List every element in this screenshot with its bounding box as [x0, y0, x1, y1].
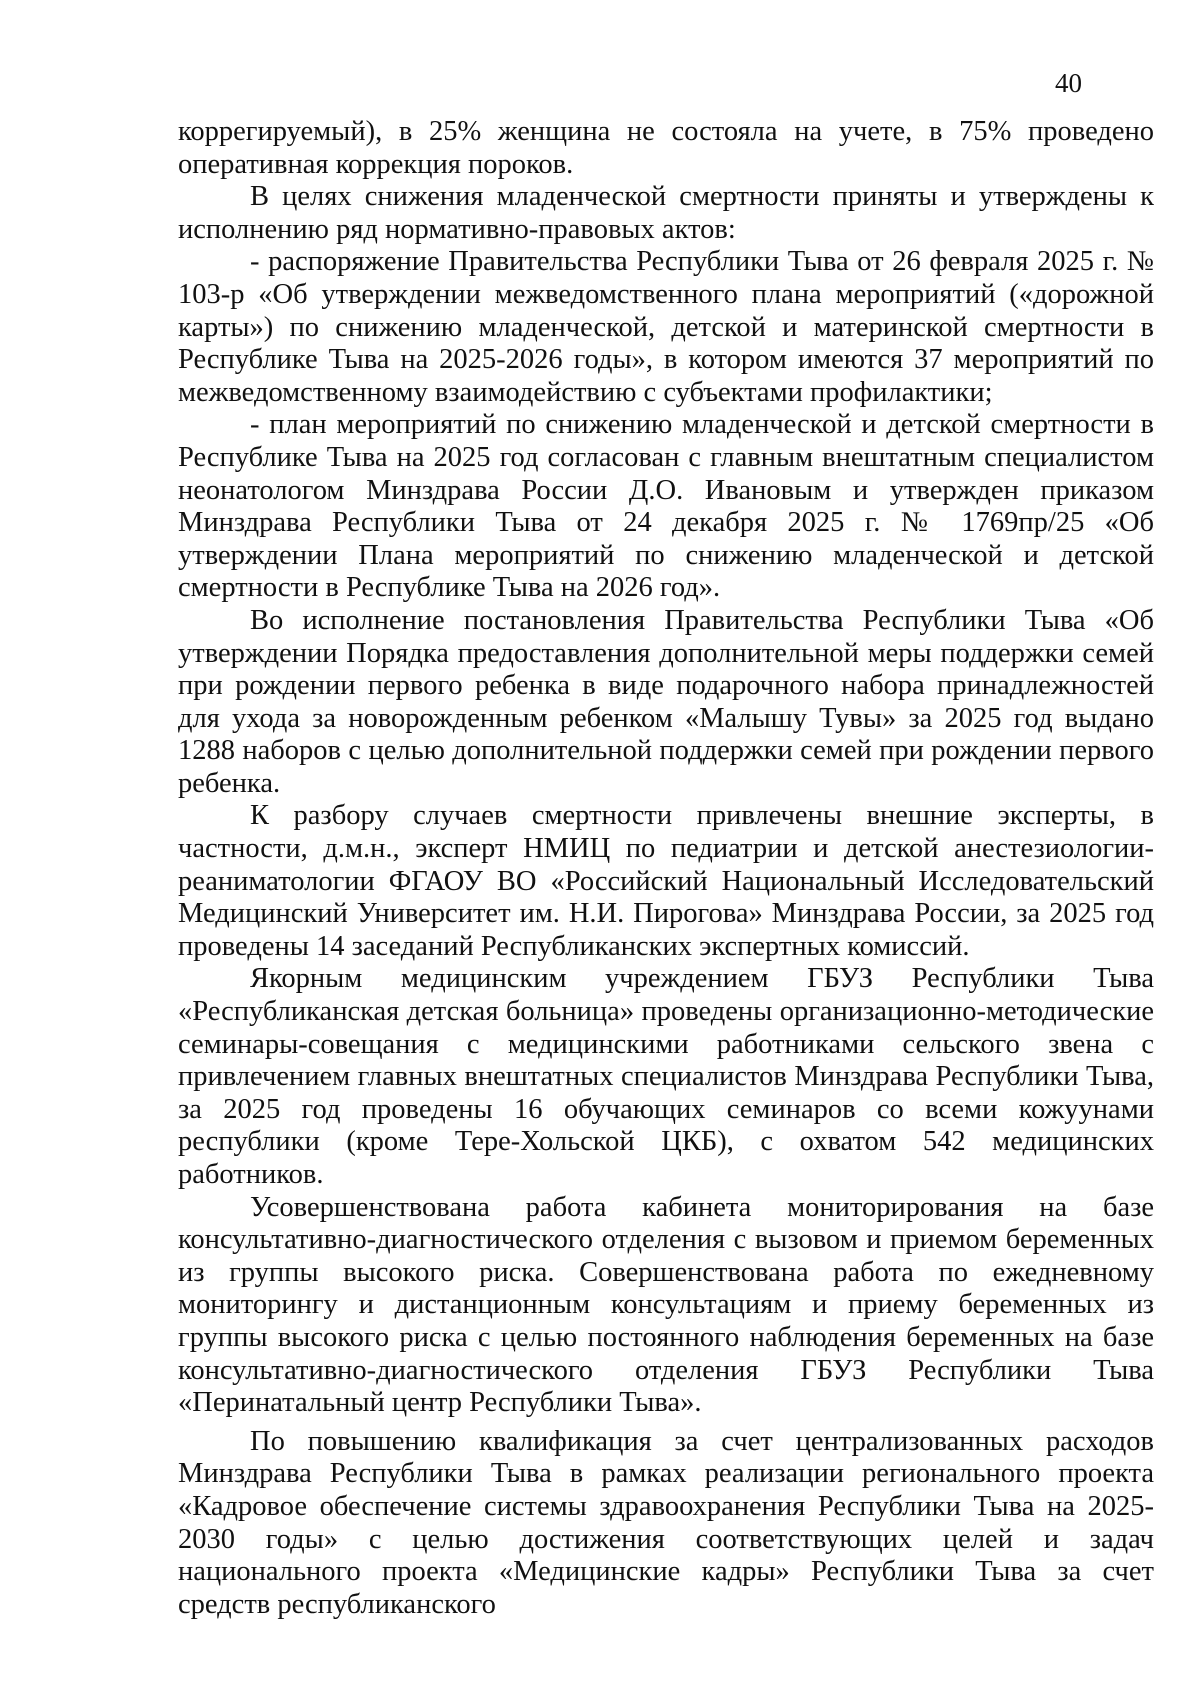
paragraph-action-plan: - план мероприятий по снижению младенческой и детской смертности в Республике Тыва на 2025 год согласован с главным внештатным специалистом неонатологом Минздрава России Д.О. Ивановым и утвержден приказом Минздрава Республики Тыва от 24 декабря 2025 г. № 1769пр/25 «Об утверждении Плана мероприятий по снижению младенческой и детской смертности в Республике Тыва на 2026 год».: [178, 409, 1154, 604]
paragraph-monitoring-office: Усовершенствована работа кабинета мониторирования на базе консультативно-диагностического отделения с вызовом и приемом беременных из группы высокого риска. Совершенствована работа по ежедневному мониторингу и дистанционным консультациям и приему беременных из группы высокого риска с целью постоянного наблюдения беременных на базе консультативно-диагностического отделения ГБУЗ Республики Тыва «Перинатальный центр Республики Тыва».: [178, 1191, 1154, 1419]
paragraph-qualification: По повышению квалификация за счет централизованных расходов Минздрава Республики Тыва в рамках реализации регионального проекта «Кадровое обеспечение системы здравоохранения Республики Тыва на 2025-2030 годы» с целью достижения соответствующих целей и задач национального проекта «Медицинские кадры» Республики Тыва за счет средств республиканского: [178, 1425, 1154, 1620]
paragraph-anchor-institution: Якорным медицинским учреждением ГБУЗ Республики Тыва «Республиканская детская больница» проведены организационно-методические семинары-совещания с медицинскими работниками сельского звена с привлечением главных внештатных специалистов Минздрава Республики Тыва, за 2025 год проведены 16 обучающих семинаров со всеми кожуунами республики (кроме Тере-Хольской ЦКБ), с охватом 542 медицинских работников.: [178, 963, 1154, 1190]
paragraph-government-order: - распоряжение Правительства Республики Тыва от 26 февраля 2025 г. № 103-р «Об утверждении межведомственного плана мероприятий («дорожной карты») по снижению младенческой, детской и материнской смертности в Республике Тыва на 2025-2026 годы», в котором имеются 37 мероприятий по межведомственному взаимодействию с субъектами профилактики;: [178, 246, 1154, 408]
page-number: 40: [1055, 68, 1082, 98]
paragraph-gift-set: Во исполнение постановления Правительства Республики Тыва «Об утверждении Порядка предоставления дополнительной меры поддержки семей при рождении первого ребенка в виде подарочного набора принадлежностей для ухода за новорожденным ребенком «Малышу Тувы» за 2025 год выдано 1288 наборов с целью дополнительной поддержки семей при рождении первого ребенка.: [178, 604, 1154, 799]
paragraph-legal-acts-intro: В целях снижения младенческой смертности приняты и утверждены к исполнению ряд нормативно-правовых актов:: [178, 181, 1154, 245]
document-body: [178, 116, 1154, 1621]
paragraph-continuation: коррегируемый), в 25% женщина не состояла на учете, в 75% проведено оперативная коррекция пороков.: [178, 116, 1154, 180]
paragraph-external-experts: К разбору случаев смертности привлечены внешние эксперты, в частности, д.м.н., эксперт НМИЦ по педиатрии и детской анестезиологии-реаниматологии ФГАОУ ВО «Российский Национальный Исследовательский Медицинский Университет им. Н.И. Пирогова» Минздрава России, за 2025 год проведены 14 заседаний Республиканских экспертных комиссий.: [178, 800, 1154, 962]
